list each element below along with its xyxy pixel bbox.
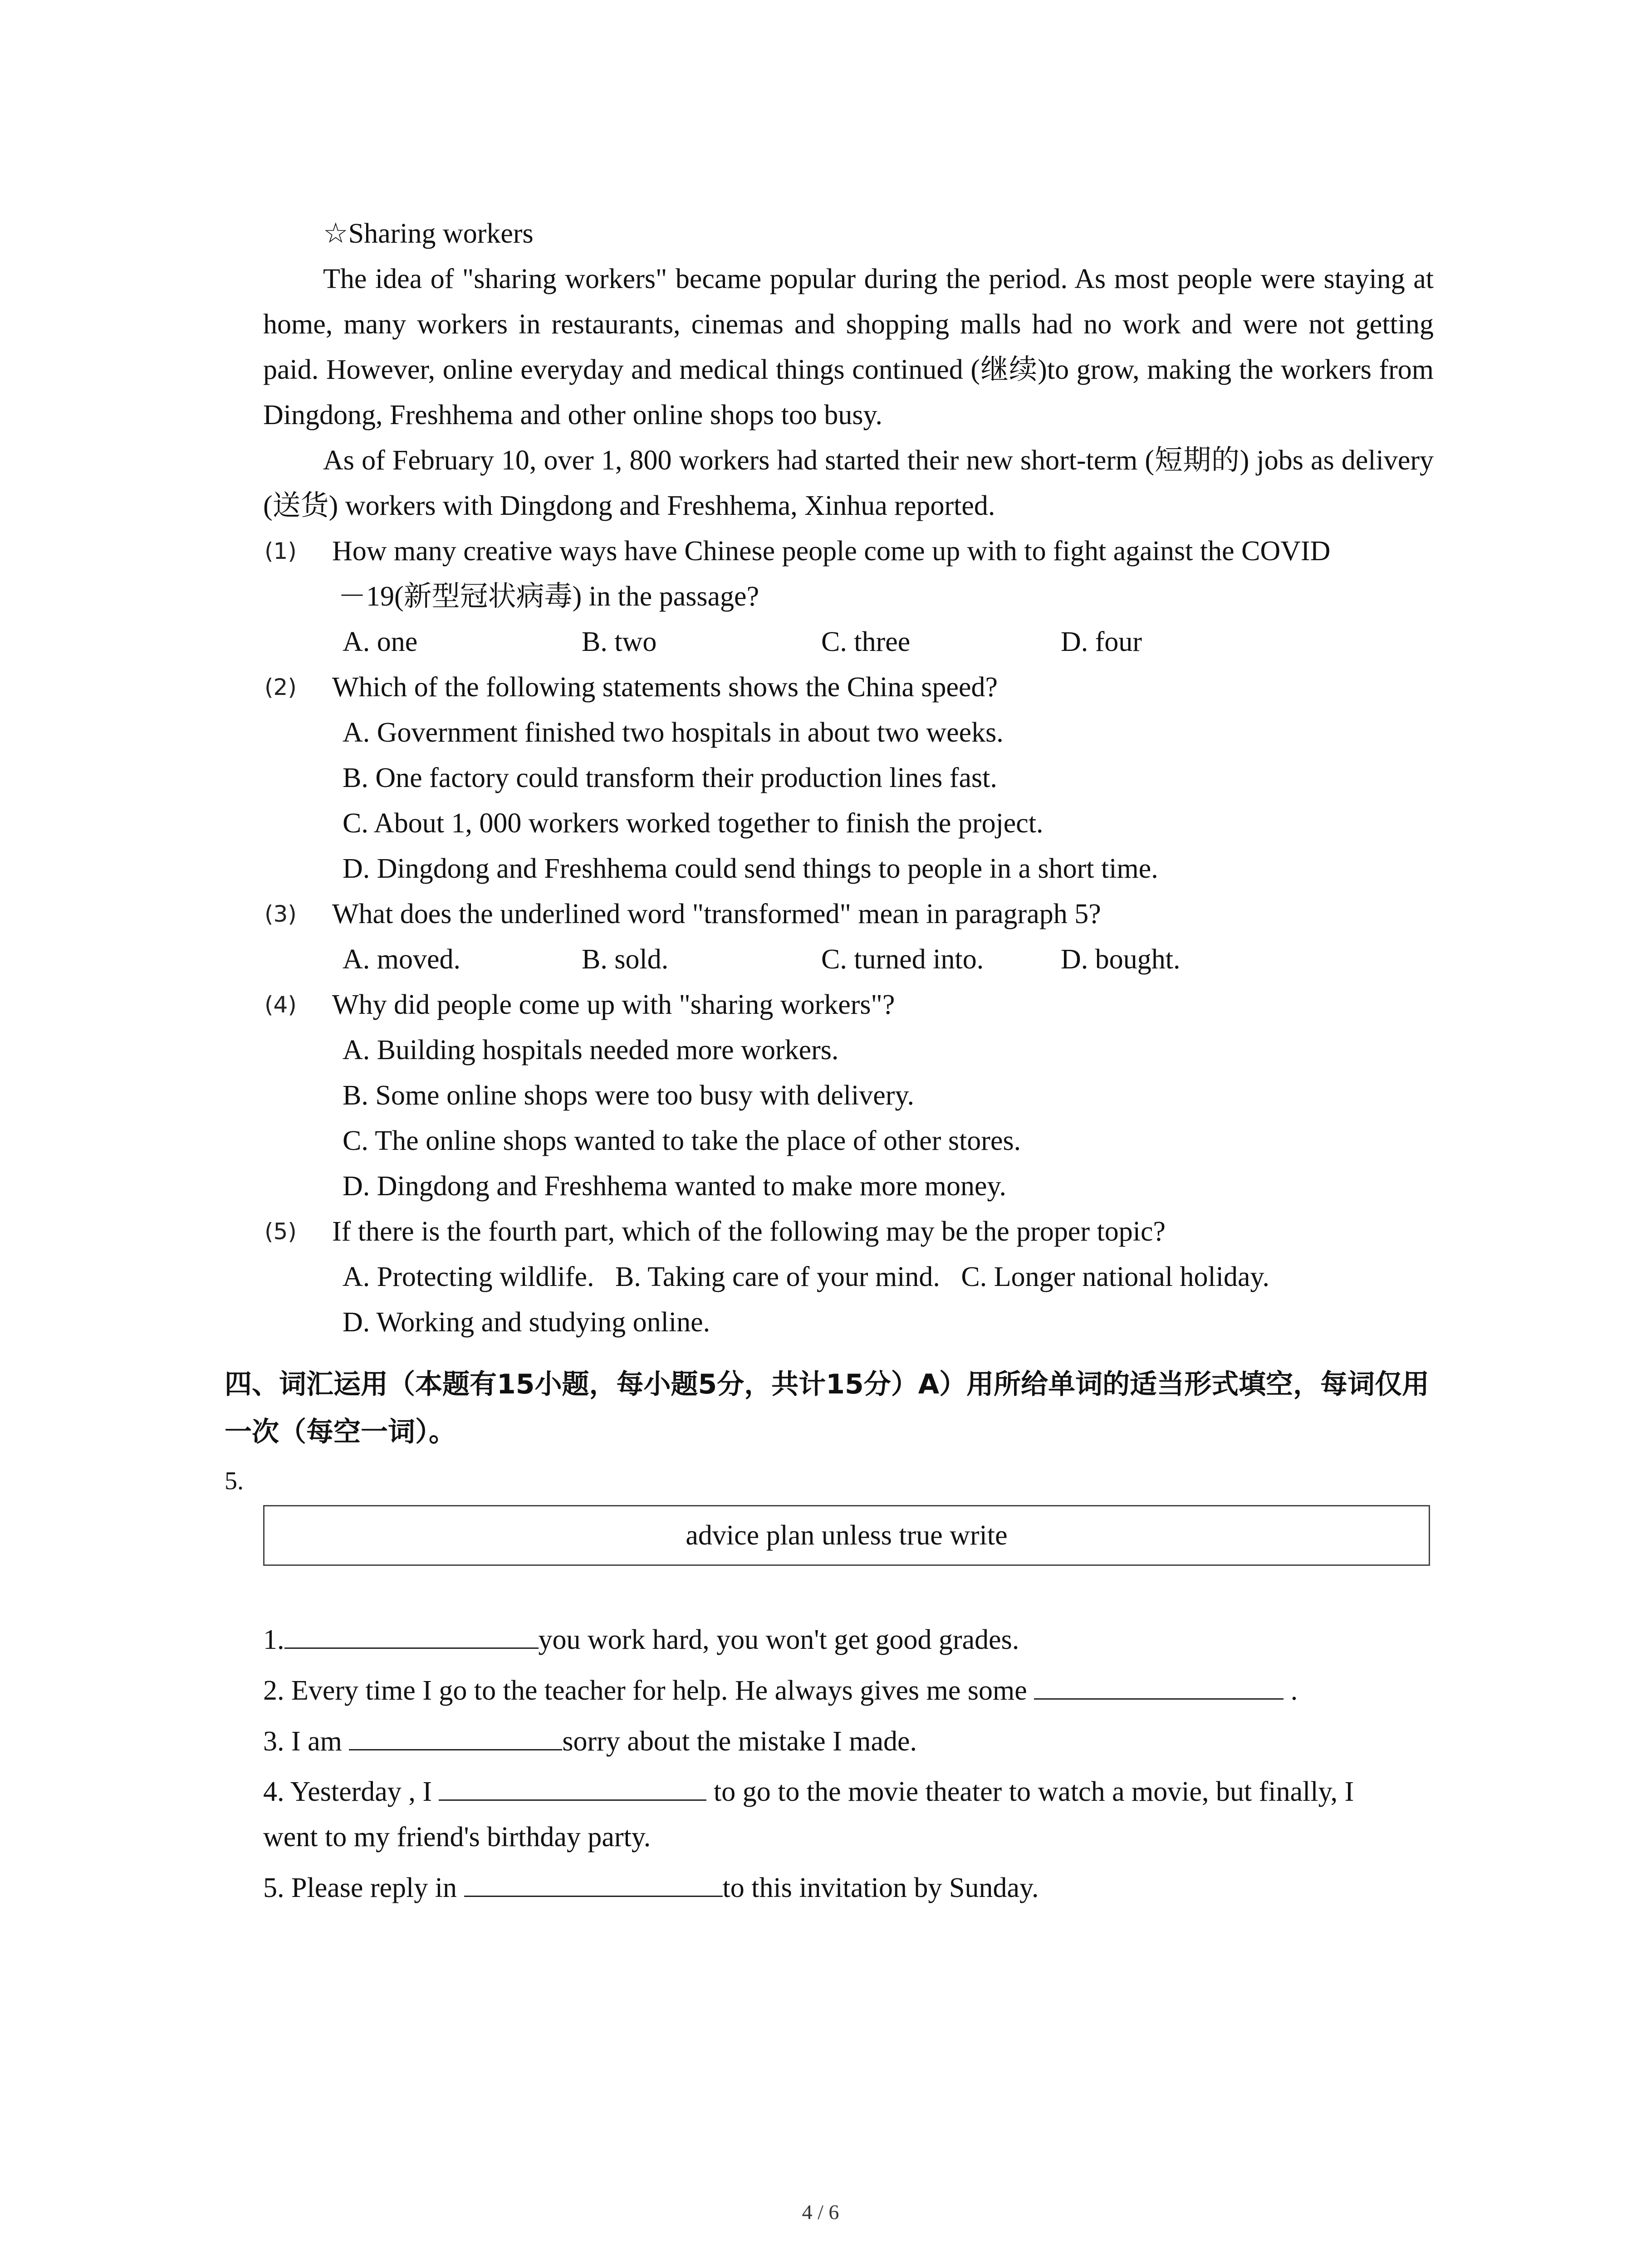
sentence-2-end: . <box>1290 1675 1298 1706</box>
question-2-number: (2) <box>265 674 297 700</box>
question-3-option-a[interactable]: A. moved. <box>343 944 461 975</box>
passage-paragraph-1: The idea of "sharing workers" became popular during the period. As most people were staying at home, many workers in restaurants, cinemas and shopping malls had no work and were not getting paid. However, online everyday and medical things continued (继续)to grow, making the workers from Dingdong, Freshhema and other online shops too busy. <box>263 264 1434 430</box>
question-2-option-b[interactable]: B. One factory could transform their production lines fast. <box>343 763 997 793</box>
sentence-3-end: sorry about the mistake I made. <box>562 1726 917 1757</box>
sentence-4 <box>263 1769 1354 1814</box>
answer-blank-4[interactable] <box>439 1771 706 1801</box>
sentence-4-end: to go to the movie theater to watch a movie, but finally, I <box>713 1776 1354 1807</box>
question-4-option-d[interactable]: D. Dingdong and Freshhema wanted to make more money. <box>343 1171 1006 1202</box>
word-bank-box <box>263 1505 1430 1566</box>
question-3-number: (3) <box>265 901 297 927</box>
question-1-text-continued: －19(新型冠状病毒) in the passage? <box>338 581 759 612</box>
answer-blank-2[interactable] <box>1034 1670 1283 1700</box>
question-5-text: If there is the fourth part, which of the following may be the proper topic? <box>332 1216 1166 1247</box>
question-1-option-b[interactable]: B. two <box>582 626 657 657</box>
word-bank-words: advice plan unless true write <box>686 1520 1008 1551</box>
question-4-option-b[interactable]: B. Some online shops were too busy with delivery. <box>343 1080 914 1111</box>
question-3-option-b[interactable]: B. sold. <box>582 944 669 975</box>
question-3-option-d[interactable]: D. bought. <box>1061 944 1181 975</box>
item-number: 5. <box>225 1467 244 1495</box>
question-2-text: Which of the following statements shows the China speed? <box>332 672 998 703</box>
question-5-option-d[interactable]: D. Working and studying online. <box>343 1307 710 1338</box>
question-3-option-c[interactable]: C. turned into. <box>821 944 984 975</box>
sentence-4-text: 4. Yesterday , I <box>263 1776 432 1807</box>
question-1-option-c[interactable]: C. three <box>821 626 911 657</box>
sentence-5-end: to this invitation by Sunday. <box>722 1872 1039 1903</box>
sentence-5-text: 5. Please reply in <box>263 1872 457 1903</box>
question-2-option-a[interactable]: A. Government finished two hospitals in about two weeks. <box>343 717 1004 748</box>
answer-blank-5[interactable] <box>464 1867 723 1897</box>
sentence-2-text: 2. Every time I go to the teacher for help. He always gives me some <box>263 1675 1027 1706</box>
sentence-3 <box>263 1719 917 1764</box>
question-2-option-d[interactable]: D. Dingdong and Freshhema could send things to people in a short time. <box>343 853 1158 884</box>
question-4-option-a[interactable]: A. Building hospitals needed more workers. <box>343 1035 839 1066</box>
question-4-option-c[interactable]: C. The online shops wanted to take the place of other stores. <box>343 1125 1021 1156</box>
question-2-option-c[interactable]: C. About 1, 000 workers worked together to finish the project. <box>343 808 1043 839</box>
sentence-1-number: 1. <box>263 1624 284 1655</box>
question-4-text: Why did people come up with "sharing workers"? <box>332 989 895 1020</box>
question-3-text: What does the underlined word "transformed" mean in paragraph 5? <box>332 899 1101 929</box>
answer-blank-1[interactable] <box>284 1619 539 1649</box>
sentence-1 <box>263 1617 1019 1662</box>
question-1-option-d[interactable]: D. four <box>1061 626 1142 657</box>
sentence-4-continued: went to my friend's birthday party. <box>263 1822 651 1853</box>
part-four-heading: 四、词汇运用（本题有15小题，每小题5分，共计15分）A）用所给单词的适当形式填空，每词仅用一次（每空一词）。 <box>225 1369 1430 1448</box>
question-1-number: (1) <box>265 538 297 564</box>
question-1-text: How many creative ways have Chinese people come up with to fight against the COVID <box>332 536 1331 567</box>
question-4-number: (4) <box>265 992 297 1018</box>
question-1-option-a[interactable]: A. one <box>343 626 418 657</box>
section-title: ☆Sharing workers <box>323 218 534 249</box>
sentence-2 <box>263 1668 1298 1713</box>
question-5-number: (5) <box>265 1218 297 1245</box>
question-5-options-abc[interactable]: A. Protecting wildlife. B. Taking care of your mind. C. Longer national holiday. <box>343 1261 1269 1292</box>
page-number: 4 / 6 <box>802 2200 839 2224</box>
sentence-3-text: 3. I am <box>263 1726 342 1757</box>
sentence-1-text: you work hard, you won't get good grades. <box>538 1624 1019 1655</box>
passage-paragraph-2: As of February 10, over 1, 800 workers had started their new short-term (短期的) jobs as delivery (送货) workers with Dingdong and Freshhema, Xinhua reported. <box>263 445 1434 521</box>
sentence-5 <box>263 1865 1038 1911</box>
answer-blank-3[interactable] <box>349 1721 562 1750</box>
